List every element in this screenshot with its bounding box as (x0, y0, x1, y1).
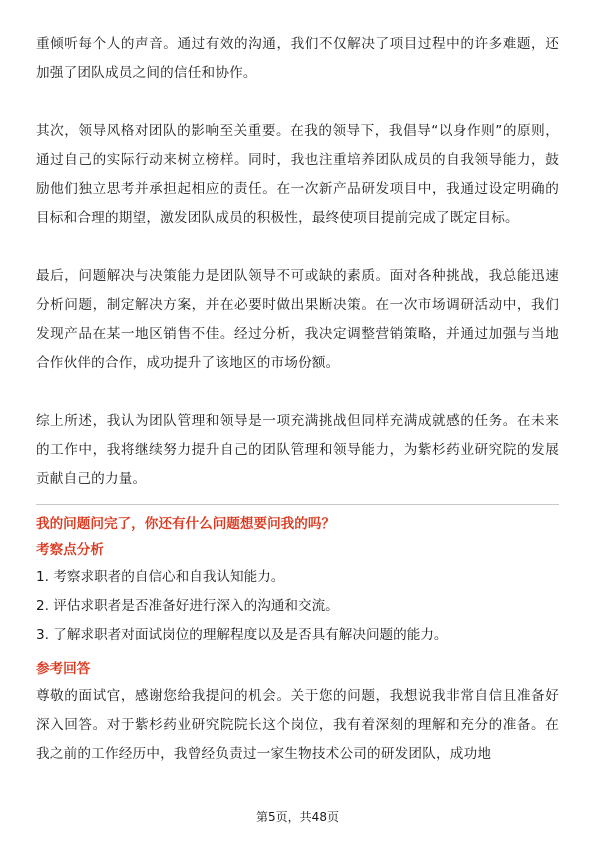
paragraph-gap (36, 378, 559, 407)
document-page (36, 30, 559, 769)
reference-heading: 参考回答 (36, 661, 91, 677)
list-item: 2. 评估求职者是否准备好进行深入的沟通和交流。 (36, 598, 339, 614)
body-paragraph: 综上所述，我认为团队管理和领导是一项充满挑战但同样充满成就感的任务。在未来的工作中，我将继续努力提升自己的团队管理和领导能力，为紫杉药业研究院的发展贡献自己的力量。 (36, 413, 559, 487)
analysis-heading: 考察点分析 (36, 542, 104, 558)
list-item: 1. 考察求职者的自信心和自我认知能力。 (36, 569, 285, 585)
section-divider (36, 504, 559, 505)
question-heading: 我的问题问完了，你还有什么问题想要问我的吗？ (36, 516, 336, 532)
body-paragraph: 其次，领导风格对团队的影响至关重要。在我的领导下，我倡导“以身作则”的原则，通过自己的实际行动来树立榜样。同时，我也注重培养团队成员的自我领导能力，鼓励他们独立思考并承担起相应的责任。在一次新产品研发项目中，我通过设定明确的目标和合理的期望，激发团队成员的积极性，最终使项目提前完成了既定目标。 (36, 123, 559, 226)
page-number-footer: 第5页，共48页 (256, 810, 339, 824)
paragraph-gap (36, 88, 559, 117)
body-paragraph: 最后，问题解决与决策能力是团队领导不可或缺的素质。面对各种挑战，我总能迅速分析问题，制定解决方案，并在必要时做出果断决策。在一次市场调研活动中，我们发现产品在某一地区销售不佳。经过分析，我决定调整营销策略，并通过加强与当地合作伙伴的合作，成功提升了该地区的市场份额。 (36, 268, 559, 371)
body-paragraph: 重倾听每个人的声音。通过有效的沟通，我们不仅解决了项目过程中的许多难题，还加强了团队成员之间的信任和协作。 (36, 36, 559, 81)
reference-answer-text: 尊敬的面试官，感谢您给我提问的机会。关于您的问题，我想说我非常自信且准备好深入回答。对于紫杉药业研究院院长这个岗位，我有着深刻的理解和充分的准备。在我之前的工作经历中，我曾经负责过一家生物技术公司的研发团队，成功地 (36, 688, 559, 762)
paragraph-gap (36, 233, 559, 262)
analysis-list (36, 563, 559, 650)
list-item: 3. 了解求职者对面试岗位的理解程度以及是否具有解决问题的能力。 (36, 627, 448, 643)
